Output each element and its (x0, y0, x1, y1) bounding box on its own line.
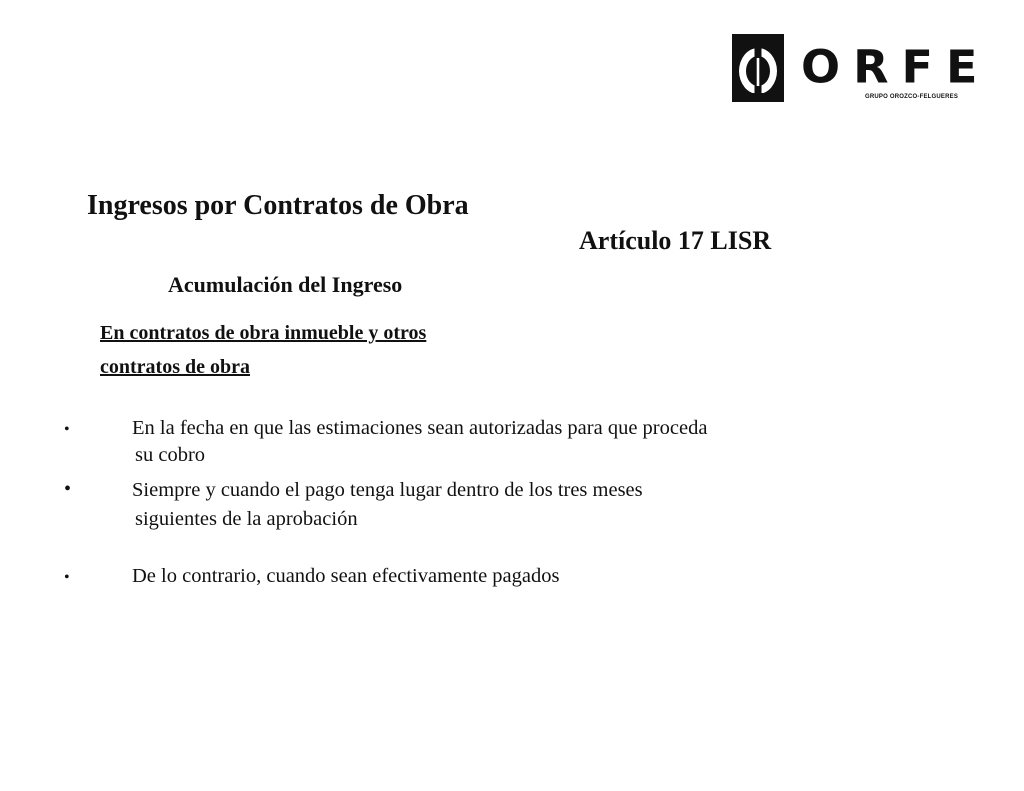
bullet-item-1-line-2: su cobro (135, 444, 206, 466)
slide-title: Ingresos por Contratos de Obra (87, 190, 469, 221)
section-heading-line-2: contratos de obra (100, 356, 250, 378)
article-reference: Artículo 17 LISR (579, 226, 772, 255)
bullet-item-2-line-2: siguientes de la aprobación (135, 508, 358, 530)
logo-wordmark: ORFE (801, 40, 991, 94)
bullet-icon: • (64, 478, 72, 500)
orfe-logo (732, 34, 991, 104)
bullet-icon: • (64, 569, 70, 586)
bullet-icon: • (64, 421, 70, 438)
section-heading-line-1: En contratos de obra inmueble y otros (100, 322, 427, 344)
logo-subtitle: GRUPO OROZCO-FELGUERES (865, 94, 959, 100)
bullet-item-1-line-1: En la fecha en que las estimaciones sean autorizadas para que proceda (132, 417, 708, 439)
bullet-item-2-line-1: Siempre y cuando el pago tenga lugar dentro de los tres meses (132, 479, 643, 501)
bullet-item-3-line-1: De lo contrario, cuando sean efectivamente pagados (132, 565, 560, 587)
phi-emblem-icon (732, 34, 784, 102)
slide-subtitle: Acumulación del Ingreso (168, 272, 403, 297)
